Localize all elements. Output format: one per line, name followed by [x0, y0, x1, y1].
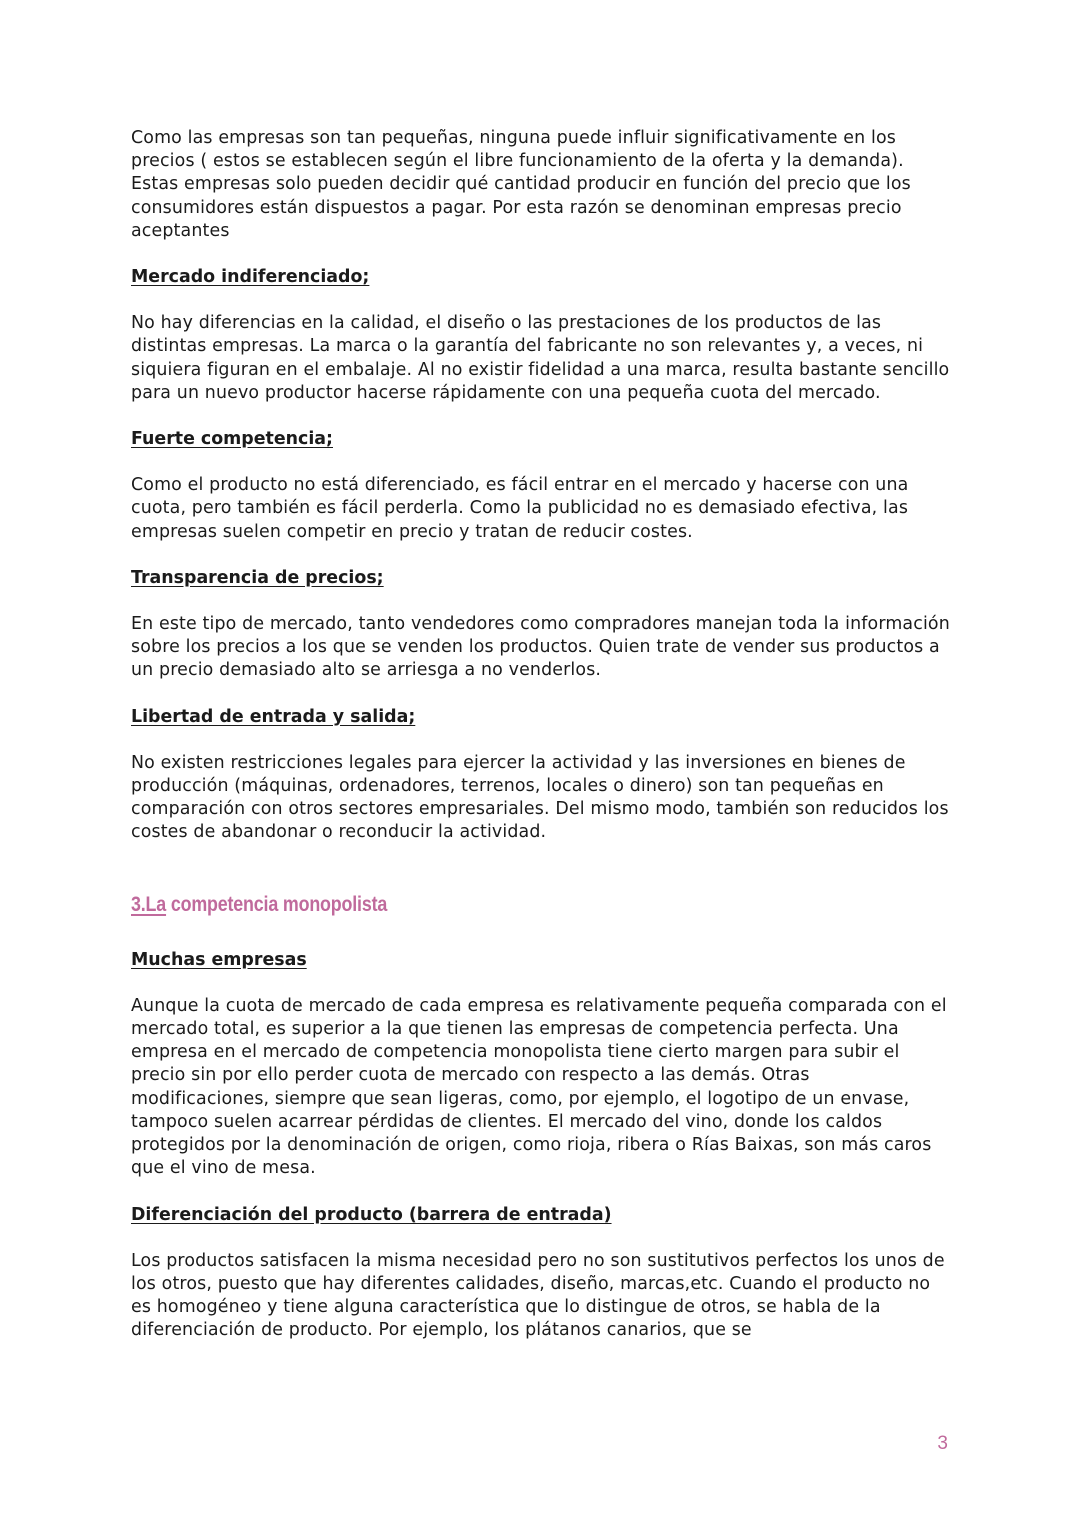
section-body-diferenciacion-producto: Los productos satisfacen la misma necesidad pero no son sustitutivos perfectos los unos de los otros, puesto que hay diferentes calidades, diseño, marcas,etc. Cuando el producto no es homogéneo y tiene alguna característica que lo distingue de otros, se habla de la diferenciación de producto. Por ejemplo, los plátanos canarios, que se [131, 1250, 945, 1341]
chapter-title [131, 891, 830, 919]
section-heading-transparencia-precios: Transparencia de precios; [131, 567, 384, 588]
chapter-number: 3.La [131, 892, 167, 916]
section-heading-muchas-empresas: Muchas empresas [131, 949, 307, 970]
page-number: 3 [937, 1433, 948, 1454]
section-heading-libertad-entrada-salida: Libertad de entrada y salida; [131, 706, 416, 727]
section-heading-fuerte-competencia: Fuerte competencia; [131, 429, 333, 450]
section-body-transparencia-precios: En este tipo de mercado, tanto vendedores como compradores manejan toda la información sobre los precios a los que se venden los productos. Quien trate de vender sus productos a un precio demasiado alto se arriesga a no venderlos. [131, 614, 950, 681]
page-content [131, 127, 953, 1343]
intro-paragraph: Como las empresas son tan pequeñas, ninguna puede influir significativamente en los precios ( estos se establecen según el libre funcionamiento de la oferta y la demanda). Estas empresas solo pueden decidir qué cantidad producir en función del precio que los consumidores están dispuestos a pagar. Por esta razón se denominan empresas precio aceptantes [131, 128, 911, 241]
section-body-mercado-indiferenciado: No hay diferencias en la calidad, el diseño o las prestaciones de los productos de las distintas empresas. La marca o la garantía del fabricante no son relevantes y, a veces, ni siquiera figuran en el embalaje. Al no existir fidelidad a una marca, resulta bastante sencillo para un nuevo productor hacerse rápidamente con una pequeña cuota del mercado. [131, 313, 950, 403]
section-heading-mercado-indiferenciado: Mercado indiferenciado; [131, 267, 370, 288]
chapter-title-text: competencia monopolista [166, 892, 388, 916]
section-body-muchas-empresas: Aunque la cuota de mercado de cada empresa es relativamente pequeña comparada con el mercado total, es superior a la que tienen las empresas de competencia perfecta. Una empresa en el mercado de competencia monopolista tiene cierto margen para subir el precio sin por ello perder cuota de mercado con respecto a las demás. Otras modificaciones, siempre que sean ligeras, como, por ejemplo, el logotipo de un envase, tampoco suelen acarrear pérdidas de clientes. El mercado del vino, donde los caldos protegidos por la denominación de origen, como rioja, ribera o Rías Baixas, son más caros que el vino de mesa. [131, 995, 947, 1179]
section-body-libertad-entrada-salida: No existen restricciones legales para ejercer la actividad y las inversiones en bienes de producción (máquinas, ordenadores, terrenos, locales o dinero) son tan pequeñas en comparación con otros sectores empresariales. Del mismo modo, también son reducidos los costes de abandonar o reconducir la actividad. [131, 752, 949, 843]
section-heading-diferenciacion-producto: Diferenciación del producto (barrera de entrada) [131, 1204, 612, 1225]
section-body-fuerte-competencia: Como el producto no está diferenciado, es fácil entrar en el mercado y hacerse con una cuota, pero también es fácil perderla. Como la publicidad no es demasiado efectiva, las empresas suelen competir en precio y tratan de reducir costes. [131, 475, 909, 542]
